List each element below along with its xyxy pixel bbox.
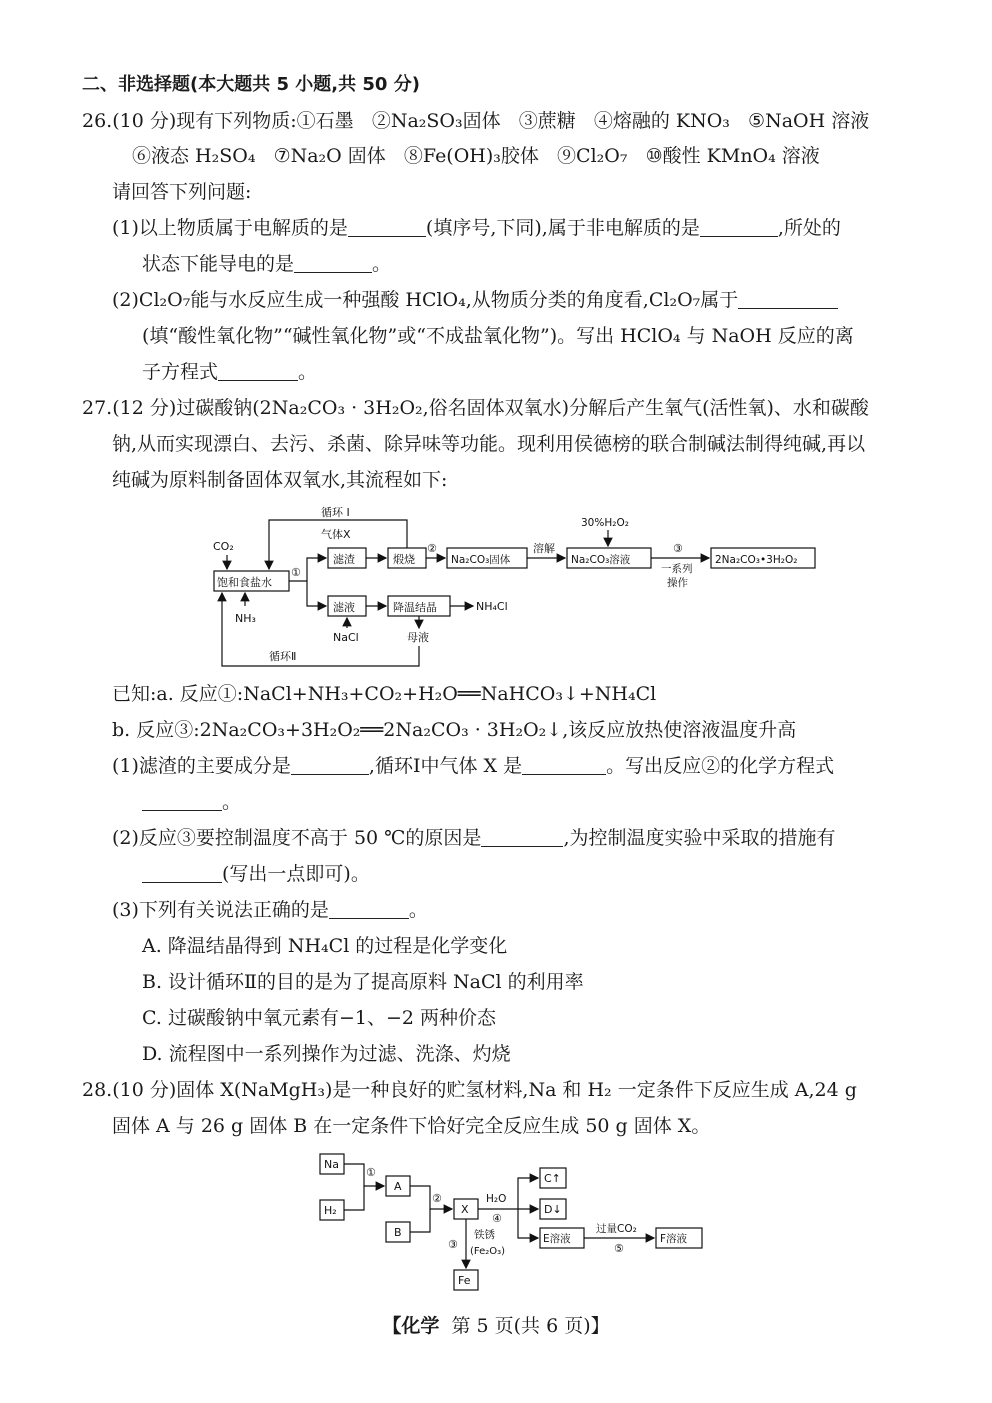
q27-line3: 纯碱为原料制备固体双氧水,其流程如下: xyxy=(112,469,448,491)
reaction2-label: ② xyxy=(432,1192,442,1205)
answer-blank[interactable] xyxy=(294,254,372,273)
q26-p1-text-a: (1)以上物质属于电解质的是 xyxy=(112,217,348,239)
answer-blank[interactable] xyxy=(348,218,426,237)
a-label: A xyxy=(394,1180,402,1193)
q26-p1-text-d: 状态下能导电的是 xyxy=(142,253,295,275)
reaction1-label: ① xyxy=(291,566,301,579)
q27-p1-text-a: (1)滤渣的主要成分是 xyxy=(112,755,291,777)
q27-part3 xyxy=(112,897,428,923)
brine-label: 饱和食盐水 xyxy=(217,576,272,589)
q27-p2-text-a: (2)反应③要控制温度不高于 50 ℃的原因是 xyxy=(112,827,482,849)
q26-p1-text-c: ,所处的 xyxy=(777,217,841,239)
q26-line1 xyxy=(82,108,869,134)
reaction3-label: ③ xyxy=(448,1238,458,1251)
answer-blank[interactable] xyxy=(291,756,369,775)
answer-blank[interactable] xyxy=(700,218,778,237)
q27-p2-text-c: (写出一点即可)。 xyxy=(222,863,370,885)
footer-page: 第 5 页(共 6 页)】 xyxy=(451,1315,610,1337)
c-label: C↑ xyxy=(544,1172,561,1185)
q26-item-8: ⑧Fe(OH)₃胶体 xyxy=(403,145,539,167)
q26-p2-text-a: (2)Cl₂O₇能与水反应生成一种强酸 HClO₄,从物质分类的角度看,Cl₂O₇属于 xyxy=(112,289,739,311)
q26-head: 26.(10 分)现有下列物质: xyxy=(82,110,297,132)
mother-liquor-label: 母液 xyxy=(407,631,429,644)
co2-label: CO₂ xyxy=(213,540,234,553)
na-label: Na xyxy=(324,1158,339,1171)
q26-item-10: ⑩酸性 KMnO₄ 溶液 xyxy=(645,145,820,167)
residue-label: 滤渣 xyxy=(333,553,355,566)
q27-p1-text-d: 。 xyxy=(222,791,242,813)
na2co3-sol-label: Na₂CO₃溶液 xyxy=(571,554,631,566)
q26-item-5: ⑤NaOH 溶液 xyxy=(748,110,870,132)
q26-item-9: ⑨Cl₂O₇ xyxy=(557,145,628,167)
cool-cryst-label: 降温结晶 xyxy=(393,601,437,614)
cycle1-label: 循环 I xyxy=(321,506,350,519)
q27-option-d: D. 流程图中一系列操作为过滤、洗涤、灼烧 xyxy=(142,1043,511,1065)
d-label: D↓ xyxy=(544,1203,562,1216)
answer-blank[interactable] xyxy=(738,290,838,309)
h2o-label: H₂O xyxy=(486,1193,507,1205)
rust-label: 铁锈 xyxy=(474,1229,495,1241)
reaction3-label: ③ xyxy=(673,542,683,555)
q26-item-6: ⑥液态 H₂SO₄ xyxy=(132,145,256,167)
q28-line1: 28.(10 分)固体 X(NaMgH₃)是一种良好的贮氢材料,Na 和 H₂ 一定条件下反应生成 A,24 g xyxy=(82,1079,857,1101)
fe2o3-label: (Fe₂O₃) xyxy=(470,1246,506,1257)
x-label: X xyxy=(461,1203,469,1216)
q26-item-2: ②Na₂SO₃固体 xyxy=(371,110,501,132)
answer-blank[interactable] xyxy=(329,900,409,919)
answer-blank[interactable] xyxy=(522,756,606,775)
q27-p1-text-b: ,循环Ⅰ中气体 X 是 xyxy=(368,755,523,777)
q27-p1-text-c: 。写出反应②的化学方程式 xyxy=(606,755,835,777)
reaction2-label: ② xyxy=(427,542,437,555)
answer-blank[interactable] xyxy=(142,792,222,811)
flowchart-1 xyxy=(205,500,820,672)
page-footer xyxy=(0,1311,992,1338)
q26-part2-cont: (填“酸性氧化物”“碱性氧化物”或“不成盐氧化物”)。写出 HClO₄ 与 NaOH 反应的离 xyxy=(142,325,854,347)
q26-p2-text-c: 子方程式 xyxy=(142,361,219,383)
q26-item-4: ④熔融的 KNO₃ xyxy=(593,110,730,132)
q27-known-a: 已知:a. 反应①:NaCl+NH₃+CO₂+H₂O══NaHCO₃↓+NH₄Cl xyxy=(112,683,657,705)
answer-blank[interactable] xyxy=(481,828,563,847)
q27-part1 xyxy=(112,753,834,779)
q27-p3-end: 。 xyxy=(408,899,428,921)
q26-part1 xyxy=(112,215,841,241)
gas-x-label: 气体X xyxy=(321,528,351,541)
excess-co2-label: 过量CO₂ xyxy=(596,1223,637,1235)
q27-option-a: A. 降温结晶得到 NH₄Cl 的过程是化学变化 xyxy=(142,935,508,957)
calcine-label: 煅烧 xyxy=(393,553,415,566)
b-label: B xyxy=(394,1226,402,1239)
e-label: E溶液 xyxy=(543,1233,571,1245)
filtrate-label: 滤液 xyxy=(333,601,355,614)
q27-p2-text-b: ,为控制温度实验中采取的措施有 xyxy=(563,827,836,849)
reaction4-label: ④ xyxy=(492,1212,502,1225)
nacl-label: NaCl xyxy=(333,631,359,644)
q27-option-c: C. 过碳酸钠中氧元素有−1、−2 两种价态 xyxy=(142,1007,496,1029)
q26-line2 xyxy=(132,143,820,169)
cycle2-label: 循环Ⅱ xyxy=(269,650,297,663)
q26-part2-cont2 xyxy=(142,359,317,385)
nh4cl-label: NH₄Cl xyxy=(476,600,508,613)
na2co3-solid-label: Na₂CO₃固体 xyxy=(451,554,511,566)
q26-p1-text-b: (填序号,下同),属于非电解质的是 xyxy=(425,217,700,239)
q27-part1-cont xyxy=(142,789,241,815)
ops-label-2: 操作 xyxy=(667,577,688,589)
ops-label-1: 一系列 xyxy=(661,563,693,575)
reaction1-label: ① xyxy=(366,1166,376,1179)
q26-item-7: ⑦Na₂O 固体 xyxy=(273,145,386,167)
flowchart-2 xyxy=(312,1146,712,1296)
fe-label: Fe xyxy=(458,1274,471,1287)
section-title: 二、非选择题(本大题共 5 小题,共 50 分) xyxy=(82,74,420,95)
q26-prompt: 请回答下列问题: xyxy=(112,181,252,203)
q27-known-b: b. 反应③:2Na₂CO₃+3H₂O₂══2Na₂CO₃ · 3H₂O₂↓,该反应放热使溶液温度升高 xyxy=(112,719,797,741)
product-label: 2Na₂CO₃•3H₂O₂ xyxy=(715,554,798,566)
q27-line2: 钠,从而实现漂白、去污、杀菌、除异味等功能。现利用侯德榜的联合制碱法制得纯碱,再以 xyxy=(112,433,866,455)
h2o2-label: 30%H₂O₂ xyxy=(581,517,629,529)
q26-p2-text-d: 。 xyxy=(298,361,318,383)
nh3-label: NH₃ xyxy=(235,612,256,625)
q26-item-1: ①石墨 xyxy=(296,110,354,132)
q28-line2: 固体 A 与 26 g 固体 B 在一定条件下恰好完全反应生成 50 g 固体 X。 xyxy=(112,1115,711,1137)
q27-part2-cont xyxy=(142,861,370,887)
h2-label: H₂ xyxy=(324,1204,337,1217)
q27-line1: 27.(12 分)过碳酸钠(2Na₂CO₃ · 3H₂O₂,俗名固体双氧水)分解后产生氧气(活性氧)、水和碳酸 xyxy=(82,397,869,419)
q26-item-3: ③蔗糖 xyxy=(518,110,576,132)
f-label: F溶液 xyxy=(660,1233,688,1245)
answer-blank[interactable] xyxy=(218,362,298,381)
dissolve-label: 溶解 xyxy=(533,542,555,555)
answer-blank[interactable] xyxy=(142,864,222,883)
footer-subject: 【化学 xyxy=(382,1315,440,1337)
q26-part2 xyxy=(112,287,838,313)
q26-p1-text-e: 。 xyxy=(372,253,392,275)
reaction5-label: ⑤ xyxy=(614,1242,624,1255)
q27-part2 xyxy=(112,825,835,851)
q27-option-b: B. 设计循环Ⅱ的目的是为了提高原料 NaCl 的利用率 xyxy=(142,971,584,993)
q27-p3-text: (3)下列有关说法正确的是 xyxy=(112,899,329,921)
q26-part1-cont xyxy=(142,251,391,277)
